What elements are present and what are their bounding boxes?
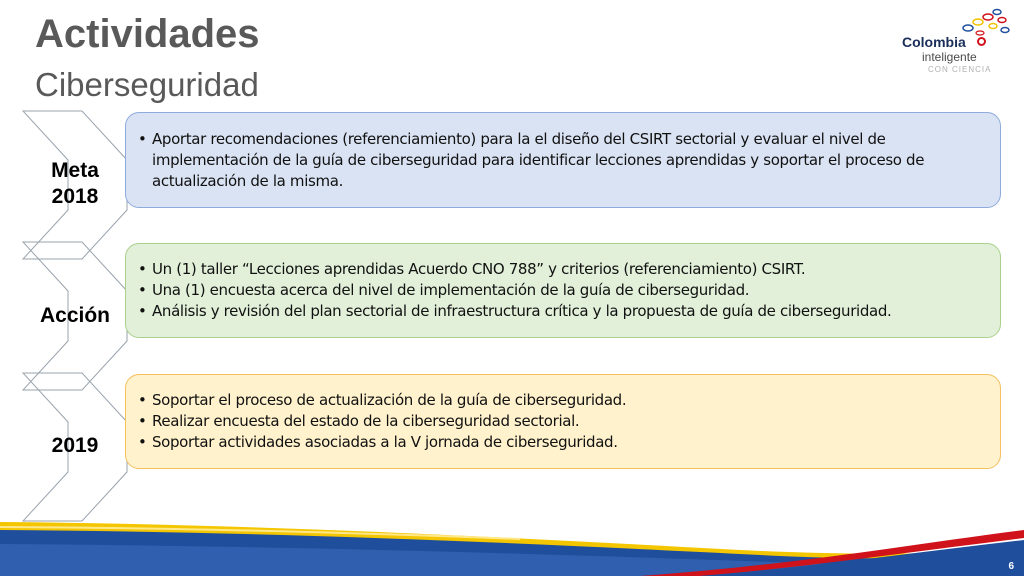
content-box-meta [125, 112, 1001, 208]
content-box-accion [125, 243, 1001, 338]
footer-flag-band [0, 500, 1024, 576]
logo-subtitle: inteligente [922, 50, 977, 64]
logo-ring-icon [977, 37, 986, 46]
list-item: • Soportar el proceso de actualización de la guía de ciberseguridad. [138, 391, 627, 409]
content-box-2019 [125, 374, 1001, 469]
row-label-accion: Acción [39, 304, 110, 327]
logo-name: Colombia [902, 34, 966, 50]
slide-title: Actividades [35, 12, 260, 56]
page-number: 6 [1008, 561, 1014, 572]
slide-subtitle: Ciberseguridad [35, 66, 259, 103]
logo-tagline: CON CIENCIA [928, 65, 992, 74]
row-label-2019: 2019 [51, 434, 99, 457]
list-item: • Soportar actividades asociadas a la V jornada de ciberseguridad. [138, 433, 618, 451]
list-item: • Aportar recomendaciones (referenciamiento) para la el diseño del CSIRT sectorial y evaluar el nivel de implementación de la guía de ciberseguridad para identificar lecciones aprendidas y soportar el proceso de actualización de la misma. [138, 129, 925, 190]
list-item: • Un (1) taller “Lecciones aprendidas Acuerdo CNO 788” y criterios (referenciamiento) CSIRT. [138, 260, 806, 278]
logo-dots-icon [898, 6, 1010, 36]
list-item: • Una (1) encuesta acerca del nivel de implementación de la guía de ciberseguridad. [138, 281, 750, 299]
row-label-meta: Meta 2018 [51, 159, 99, 208]
list-item: • Análisis y revisión del plan sectorial de infraestructura crítica y la propuesta de guía de ciberseguridad. [138, 302, 892, 320]
colombia-inteligente-logo [898, 6, 1010, 76]
list-item: • Realizar encuesta del estado de la ciberseguridad sectorial. [138, 412, 580, 430]
